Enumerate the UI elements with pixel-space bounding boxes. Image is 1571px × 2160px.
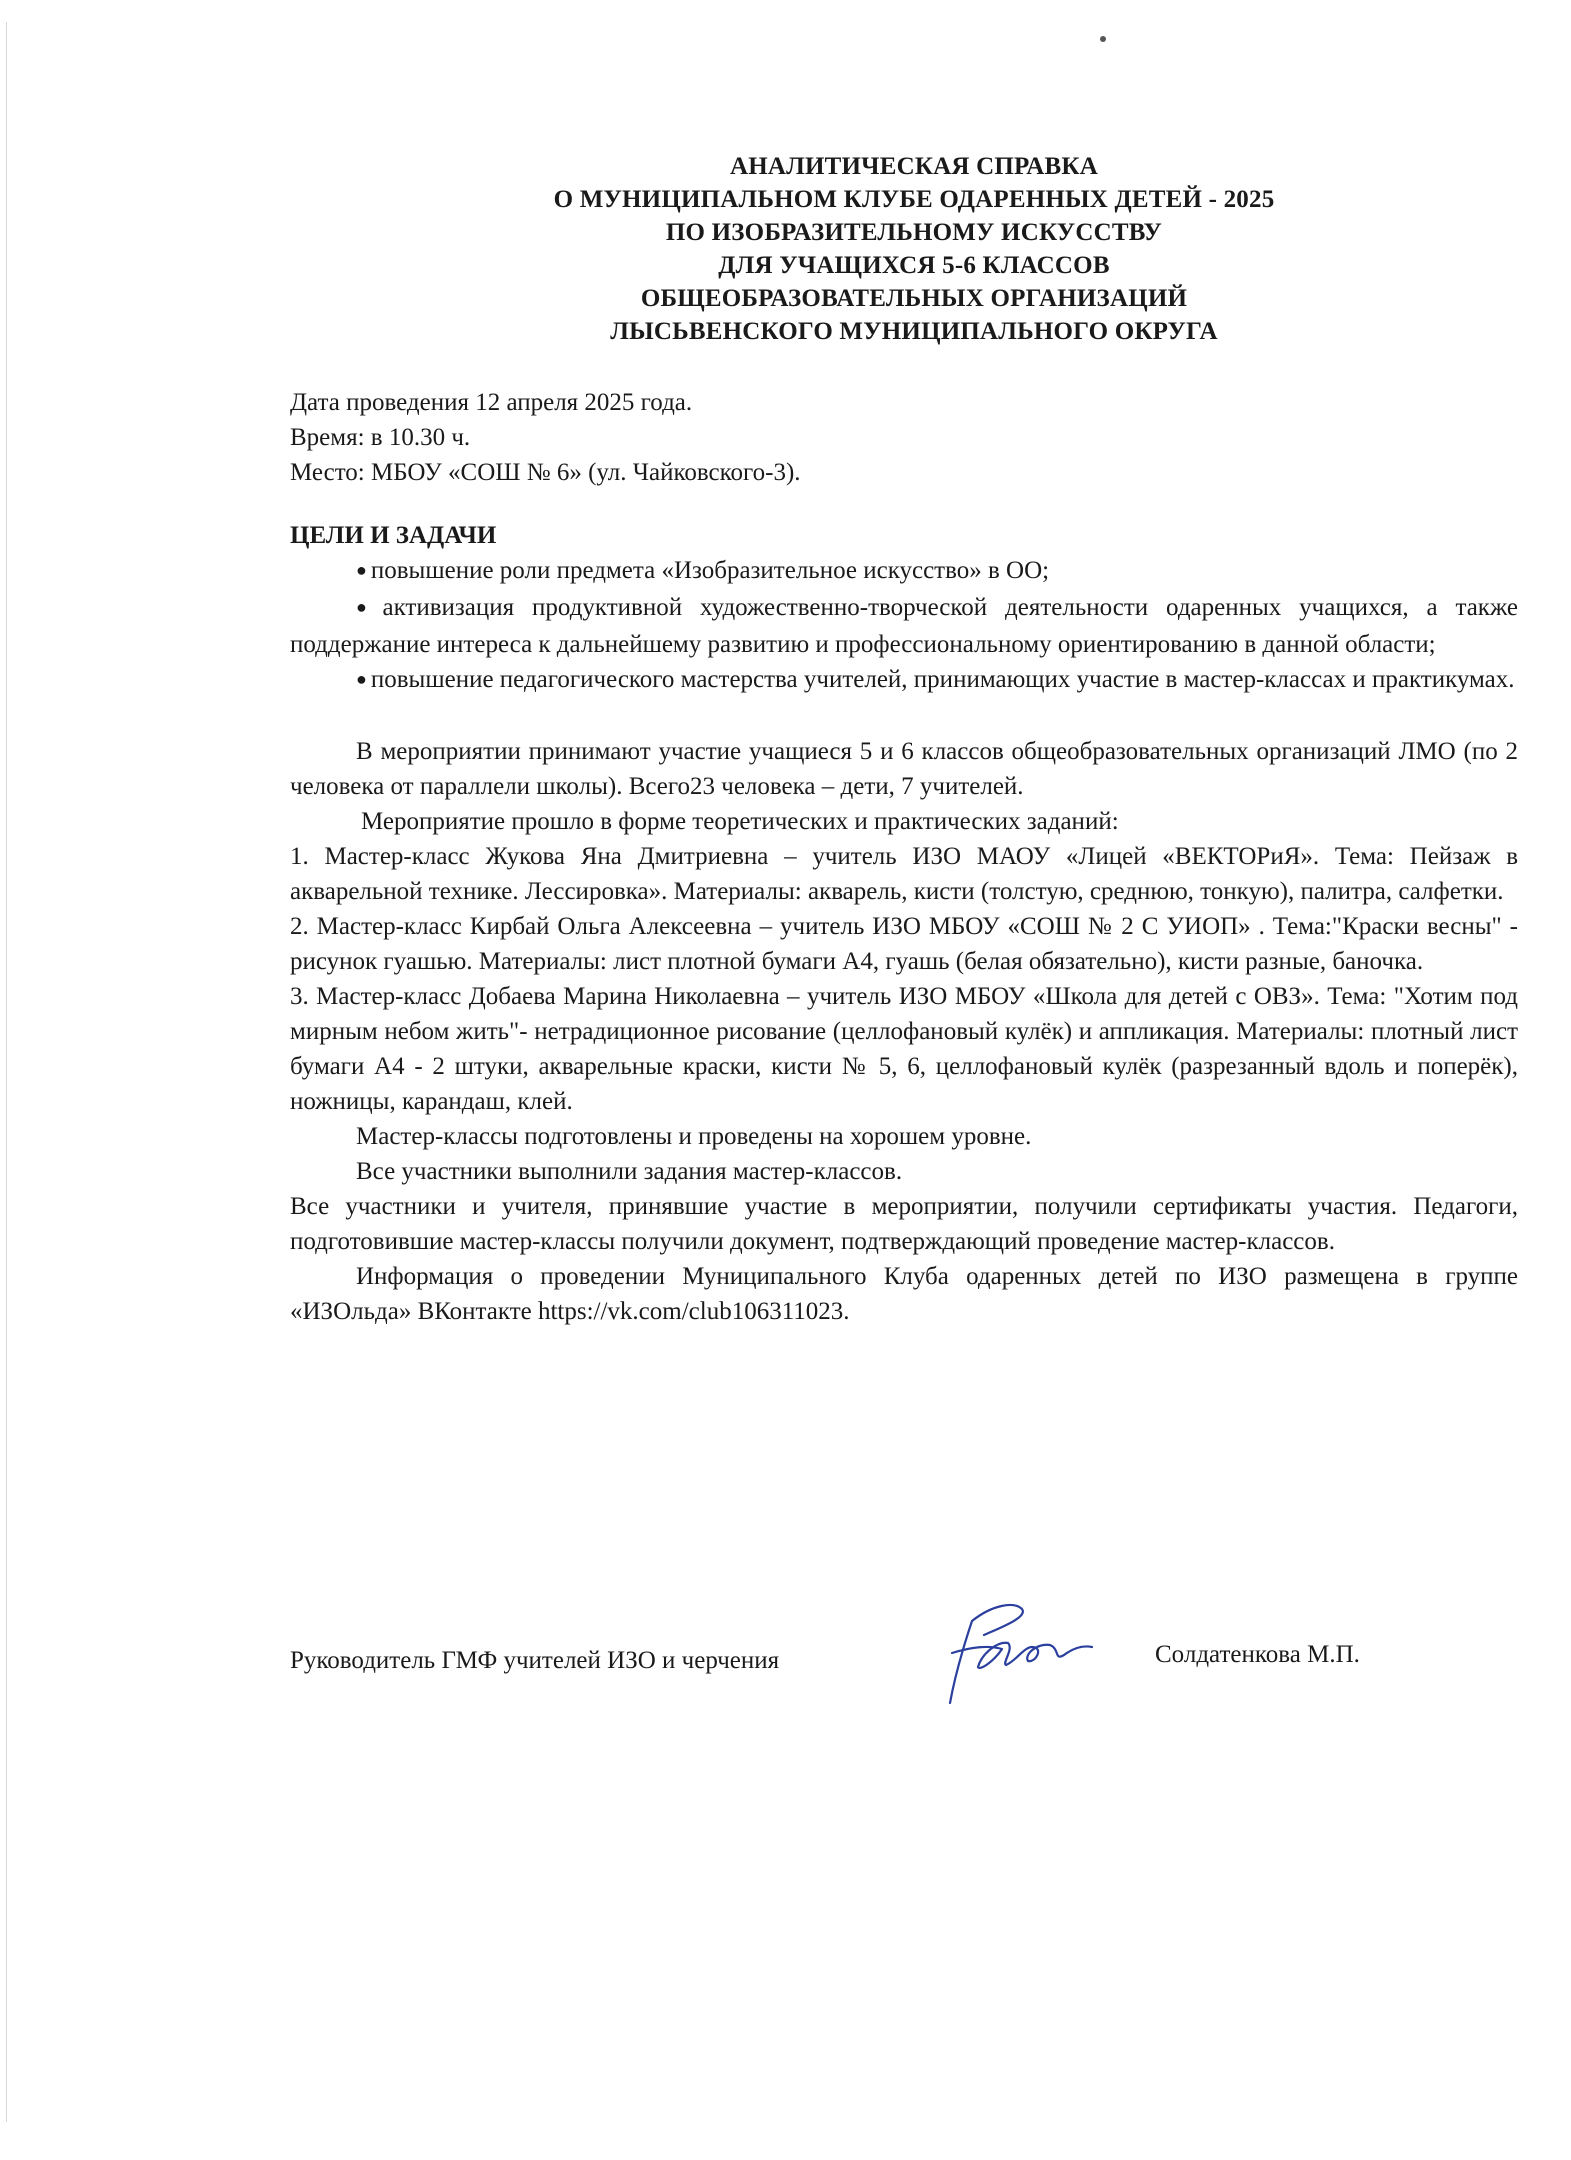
title-line: ЛЫСЬВЕНСКОГО МУНИЦИПАЛЬНОГО ОКРУГА xyxy=(610,318,1218,345)
bullet-icon: ● xyxy=(356,669,367,689)
event-details xyxy=(290,385,1518,490)
goal-text: активизация продуктивной художественно-творческой деятельности одаренных учащихся, а также поддержание интереса к дальнейшему развитию и профессиональному ориентированию в данной области; xyxy=(290,594,1518,658)
master-class-2: 2. Мастер-класс Кирбай Ольга Алексеевна – учитель ИЗО МБОУ «СОШ № 2 С УИОП» . Тема:"Краски весны" - рисунок гуашью. Материалы: лист плотной бумаги А4, гуашь (белая обязательно), кисти разные, баночка. xyxy=(290,913,1518,975)
report-body xyxy=(290,734,1518,1329)
signature-block xyxy=(290,1613,1518,1723)
master-class-3: 3. Мастер-класс Добаева Марина Николаевна – учитель ИЗО МБОУ «Школа для детей с ОВЗ». Тема: "Хотим под мирным небом жить"- нетрадиционное рисование (целлофановый кулёк) и аппликация. Материалы: плотный лист бумаги А4 - 2 штуки, акварельные краски, кисти № 5, 6, целлофановый кулёк (разрезанный вдоль и поперёк), ножницы, карандаш, клей. xyxy=(290,983,1518,1115)
participants-paragraph: В мероприятии принимают участие учащиеся 5 и 6 классов общеобразовательных организаций ЛМО (по 2 человека от параллели школы). Всего23 человека – дети, 7 учителей. xyxy=(290,738,1518,800)
event-time: Время: в 10.30 ч. xyxy=(290,424,471,451)
goals-list xyxy=(290,553,1518,699)
quality-paragraph: Мастер-классы подготовлены и проведены на хорошем уровне. xyxy=(356,1123,1032,1150)
format-paragraph: Мероприятие прошло в форме теоретических и практических заданий: xyxy=(361,808,1119,835)
document-title xyxy=(310,150,1518,348)
scan-border xyxy=(6,22,7,2122)
goal-item xyxy=(290,553,1518,590)
title-line: О МУНИЦИПАЛЬНОМ КЛУБЕ ОДАРЕННЫХ ДЕТЕЙ - 2025 xyxy=(553,186,1275,213)
goal-text: повышение педагогического мастерства учителей, принимающих участие в мастер-классах и практикумах. xyxy=(370,666,1515,693)
signatory-role: Руководитель ГМФ учителей ИЗО и черчения xyxy=(290,1647,780,1674)
completed-paragraph: Все участники выполнили задания мастер-классов. xyxy=(356,1158,903,1185)
goal-text: повышение роли предмета «Изобразительное искусство» в ОО; xyxy=(370,557,1050,584)
title-line: ПО ИЗОБРАЗИТЕЛЬНОМУ ИСКУССТВУ xyxy=(665,219,1163,246)
document-page xyxy=(290,150,1518,1674)
title-line: АНАЛИТИЧЕСКАЯ СПРАВКА xyxy=(730,153,1098,180)
title-line: ОБЩЕОБРАЗОВАТЕЛЬНЫХ ОРГАНИЗАЦИЙ xyxy=(640,285,1188,312)
goal-item xyxy=(290,662,1518,699)
info-paragraph: Информация о проведении Муниципального Клуба одаренных детей по ИЗО размещена в группе «ИЗОльда» ВКонтакте https://vk.com/club106311023. xyxy=(290,1263,1518,1325)
bullet-icon: ● xyxy=(356,560,367,580)
goal-item xyxy=(290,590,1518,662)
event-date: Дата проведения 12 апреля 2025 года. xyxy=(290,389,693,416)
bullet-icon: ● xyxy=(356,597,379,617)
event-place: Место: МБОУ «СОШ № 6» (ул. Чайковского-3). xyxy=(290,459,801,486)
handwritten-signature xyxy=(932,1591,1102,1711)
certificates-paragraph: Все участники и учителя, принявшие участие в мероприятии, получили сертификаты участия. Педагоги, подготовившие мастер-классы получили документ, подтверждающий проведение мастер-классов. xyxy=(290,1193,1518,1255)
title-line: ДЛЯ УЧАЩИХСЯ 5-6 КЛАССОВ xyxy=(718,252,1110,279)
master-class-1: 1. Мастер-класс Жукова Яна Дмитриевна – учитель ИЗО МАОУ «Лицей «ВЕКТОРиЯ». Тема: Пейзаж в акварельной технике. Лессировка». Материалы: акварель, кисти (толстую, среднюю, тонкую), палитра, салфетки. xyxy=(290,843,1518,905)
signatory-name: Солдатенкова М.П. xyxy=(1155,1641,1360,1668)
scan-speck xyxy=(1100,36,1106,42)
goals-heading: ЦЕЛИ И ЗАДАЧИ xyxy=(290,522,497,549)
